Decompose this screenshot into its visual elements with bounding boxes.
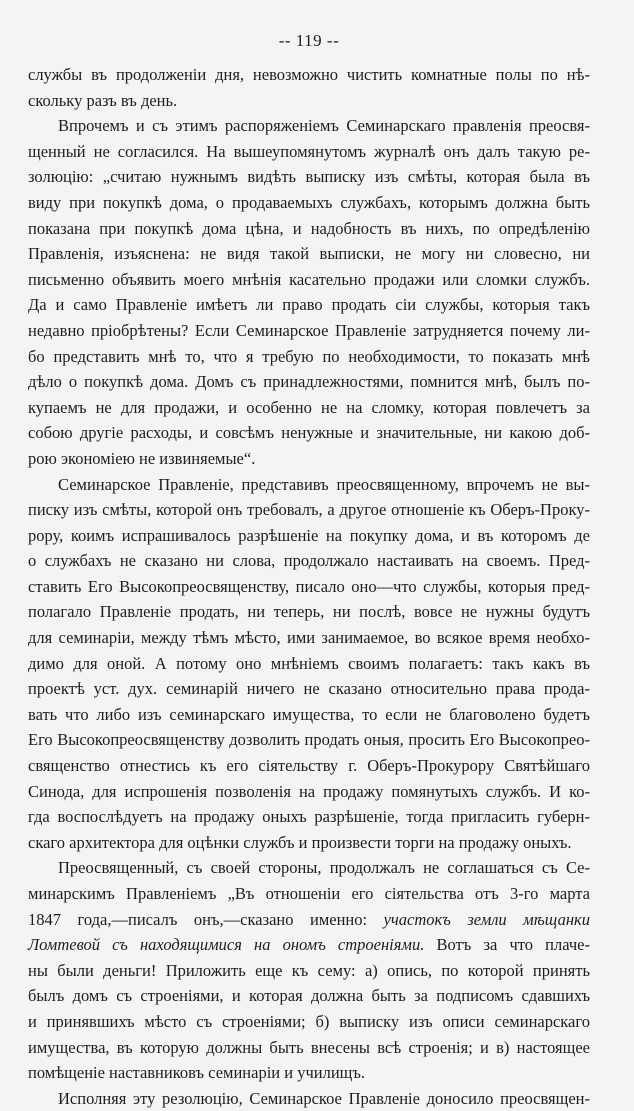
text-line: и принявшихъ мѣсто съ строеніями; б) выписку изъ описи семинарскаго — [28, 1011, 590, 1031]
text-line: виду при покупкѣ дома, о продаваемыхъ службахъ, которымъ должна быть — [28, 192, 590, 212]
text-line: минарскимъ Правленіемъ „Въ отношеніи его сіятельства отъ 3-го марта — [28, 884, 590, 903]
text-line: щенный не согласился. На вышеупомянутомъ журналѣ онъ далъ такую ре- — [28, 141, 590, 161]
text-line: для семинаріи, между тѣмъ мѣсто, ими занимаемое, во всякое время необхо- — [28, 628, 590, 648]
paragraph-1 — [28, 62, 590, 113]
line-plain-part: Вотъ за что плаче- — [424, 935, 590, 955]
text-line: скаго архитектора для оцѣнки службъ и произвести торги на продажу оныхъ. — [28, 832, 572, 852]
text-line: рою экономіею не извиняемые“. — [28, 448, 256, 468]
text-line: недавно пріобрѣтены? Если Семинарское Правленіе затрудняется почему ли- — [28, 320, 590, 340]
page-number: -- 119 -- — [278, 31, 340, 50]
text-line: проектѣ уст. дух. семинарій ничего не сказано относительно права прода- — [28, 679, 590, 699]
text-line: Исполняя эту резолюцію, Семинарское Правленіе доносило преосвящен- — [58, 1088, 590, 1108]
text-line: собою другіе расходы, и совсѣмъ ненужные и значительные, ни какою доб- — [28, 423, 590, 443]
text-line: службы въ продолженіи дня, невозможно чистить комнатные полы по нѣ- — [28, 65, 590, 84]
text-line: ставить Его Высокопреосвященству, писало оно—что службы, которыя пред- — [28, 576, 590, 596]
paragraph-2 — [28, 113, 590, 471]
text-line: письменно объявить моего мнѣнія касательно продажи или сломки службъ. — [28, 269, 590, 289]
text-line: писку изъ смѣты, которой онъ требовалъ, а другое отношеніе къ Оберъ-Проку- — [28, 500, 590, 520]
italic-emphasis: участокъ земли мѣщанки — [383, 909, 590, 929]
text-line: золюцію: „считаю нужнымъ видѣть выписку изъ смѣты, которая была въ — [28, 167, 590, 187]
paragraph-5 — [28, 1086, 590, 1111]
text-line: о службахъ не сказано ни слова, продолжало настаивать на своемъ. Пред- — [28, 551, 590, 571]
text-line: Синода, для испрошенія позволенія на продажу помянутыхъ службъ. И ко- — [28, 781, 590, 801]
italic-emphasis: Ломтевой съ находящимися на ономъ строеніями. — [28, 935, 425, 955]
text-line: Впрочемъ и съ этимъ распоряженіемъ Семинарскаго правленія преосвя- — [58, 116, 590, 136]
text-line: священство отнестись къ его сіятельству г. Оберъ-Прокурору Святѣйшаго — [28, 756, 590, 776]
text-line: помѣщеніе наставниковъ семинаріи и училищъ. — [28, 1063, 366, 1083]
text-line: имущества, въ которую должны быть внесены всѣ строенія; и в) настоящее — [28, 1037, 590, 1057]
text-line: скольку разъ въ день. — [28, 90, 178, 110]
text-line: Семинарское Правленіе, представивъ преосвященному, впрочемъ не вы- — [58, 474, 590, 494]
text-line: Правленія, изъяснена: не видя такой выписки, не могу ни словесно, ни — [28, 244, 590, 264]
text-line: полагало Правленіе продать, ни теперь, ни послѣ, вовсе не нужны будутъ — [28, 602, 590, 622]
text-line: купаемъ не для продажи, и особенно не на сломку, которая повлечетъ за — [28, 397, 590, 417]
text-line: гда воспослѣдуетъ на продажу оныхъ разрѣшеніе, тогда пригласить губерн- — [28, 807, 590, 827]
paragraph-4 — [28, 855, 590, 1085]
line-plain-part: 1847 года,—писалъ онъ,—сказано именно: — [28, 909, 384, 929]
text-line: Его Высокопреосвященству дозволить продать оныя, просить Его Высокопрео- — [28, 730, 590, 750]
text-line: Да и само Правленіе имѣетъ ли право продать сіи службы, которыя такъ — [28, 295, 590, 315]
paragraph-3 — [28, 472, 590, 856]
text-line: дѣло о покупкѣ дома. Домъ съ принадлежностями, помнится мнѣ, былъ по- — [28, 372, 590, 392]
text-line: Преосвященный, съ своей стороны, продолжалъ не соглашаться съ Се- — [58, 858, 590, 878]
text-line: ны были деньги! Приложить еще къ сему: а) опись, по которой принять — [28, 960, 590, 980]
text-line: былъ домъ съ строеніями, и которая должна быть за подписомъ сдавшихъ — [28, 986, 590, 1006]
text-line: бо представить мнѣ то, что я требую по необходимости, то показать мнѣ — [28, 346, 590, 366]
text-line: показана при покупкѣ дома цѣна, и надобность въ нихъ, по опредѣленію — [28, 218, 590, 238]
text-line-with-emphasis — [28, 907, 590, 933]
text-line: вать что либо изъ семинарскаго имущества, то если не благоволено будетъ — [28, 704, 590, 724]
text-line: рору, коимъ испрашивалось разрѣшеніе на покупку дома, и въ которомъ де — [28, 525, 590, 545]
text-line-with-emphasis — [28, 932, 590, 958]
text-line: димо для оной. А потому оно мнѣніемъ своимъ полагаетъ: такъ какъ въ — [28, 653, 590, 673]
